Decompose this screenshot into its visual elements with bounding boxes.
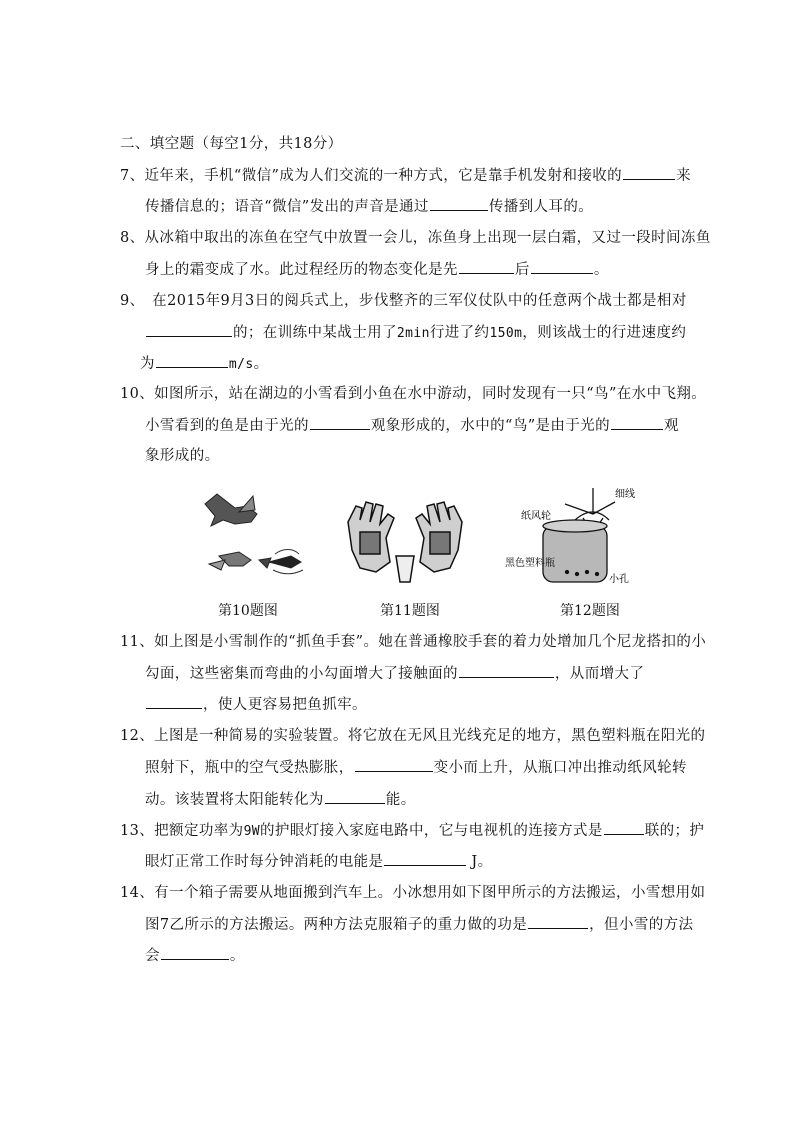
label-thread: 细线 (615, 489, 635, 500)
caption-figure-11: 第11题图 (380, 603, 440, 619)
answer-blank[interactable] (161, 945, 229, 960)
answer-blank[interactable] (146, 694, 202, 709)
figure-11-gloves-image (340, 492, 470, 588)
question-13-line-2: 眼灯正常工作时每分钟消耗的电能是 J。 (145, 851, 493, 872)
question-12-line-3: 动。该装置将太阳能转化为 能。 (145, 789, 416, 810)
section-heading: 二、填空题（每空1分，共18分） (120, 136, 343, 152)
question-10-line-1: 10、如图所示，站在湖边的小雪看到小鱼在水中游动，同时发现有一只“鸟”在水中飞翔。 (120, 386, 707, 402)
question-14-line-1: 14、有一个箱子需要从地面搬到汽车上。小冰想用如下图甲所示的方法搬运，小雪想用如 (120, 885, 706, 901)
label-bottle: 黑色塑料瓶 (505, 558, 555, 569)
caption-figure-10: 第10题图 (218, 603, 278, 619)
question-8-line-1: 8、从冰箱中取出的冻鱼在空气中放置一会儿，冻鱼身上出现一层白霜，又过一段时间冻鱼 (120, 230, 711, 246)
answer-blank[interactable] (611, 415, 663, 430)
answer-blank[interactable] (355, 757, 433, 772)
answer-blank[interactable] (325, 789, 385, 804)
question-12-line-1: 12、上图是一种简易的实验装置。将它放在无风且光线充足的地方，黑色塑料瓶在阳光的 (120, 728, 706, 744)
question-13-line-1: 13、把额定功率为9W的护眼灯接入家庭电路中，它与电视机的连接方式是 联的；护 (120, 820, 704, 842)
label-pinwheel: 纸风轮 (521, 511, 551, 522)
answer-blank[interactable] (459, 259, 514, 274)
question-11-line-3: ，使人更容易把鱼抓牢。 (145, 694, 367, 715)
question-10-line-2: 小雪看到的鱼是由于光的 观象形成的，水中的“鸟”是由于光的 观 (145, 415, 679, 436)
question-14-line-3: 会 。 (145, 945, 245, 966)
question-9-line-2: 的；在训练中某战士用了2min行进了约150m，则该战士的行进速度约 (145, 322, 686, 344)
answer-blank[interactable] (459, 663, 554, 678)
answer-blank[interactable] (623, 165, 675, 180)
answer-blank[interactable] (430, 196, 488, 211)
answer-blank[interactable] (156, 353, 228, 368)
caption-figure-12: 第12题图 (560, 603, 620, 619)
question-7-line-1: 7、近年来，手机“微信”成为人们交流的一种方式，它是靠手机发射和接收的 来 (120, 165, 691, 186)
question-11-line-2: 勾面，这些密集而弯曲的小勾面增大了接触面的 ，从而增大了 (145, 663, 644, 684)
figure-12-bottle-pinwheel-image (505, 484, 645, 590)
question-14-line-2: 图7乙所示的方法搬运。两种方法克服箱子的重力做的功是 ，但小雪的方法 (145, 914, 693, 935)
question-11-line-1: 11、如上图是小雪制作的“抓鱼手套”。她在普通橡胶手套的着力处增加几个尼龙搭扣的小 (120, 634, 707, 650)
figure-10-birds-fish-image (195, 486, 315, 586)
answer-blank[interactable] (604, 820, 644, 835)
question-8-line-2: 身上的霜变成了水。此过程经历的物态变化是先 后 。 (145, 259, 609, 280)
answer-blank[interactable] (384, 851, 466, 866)
question-12-line-2: 照射下，瓶中的空气受热膨胀， 变小而上升，从瓶口冲出推动纸风轮转 (145, 757, 687, 778)
question-9-line-1: 9、 在2015年9月3日的阅兵式上，步伐整齐的三军仪仗队中的任意两个战士都是相对 (120, 293, 687, 309)
label-hole: 小孔 (609, 574, 629, 585)
answer-blank[interactable] (531, 259, 593, 274)
answer-blank[interactable] (146, 322, 232, 337)
question-10-line-3: 象形成的。 (145, 448, 220, 464)
answer-blank[interactable] (310, 415, 370, 430)
answer-blank[interactable] (528, 914, 588, 929)
question-9-line-3: 为 m/s。 (140, 353, 269, 375)
question-7-line-2: 传播信息的；语音“微信”发出的声音是通过 传播到人耳的。 (145, 196, 593, 217)
